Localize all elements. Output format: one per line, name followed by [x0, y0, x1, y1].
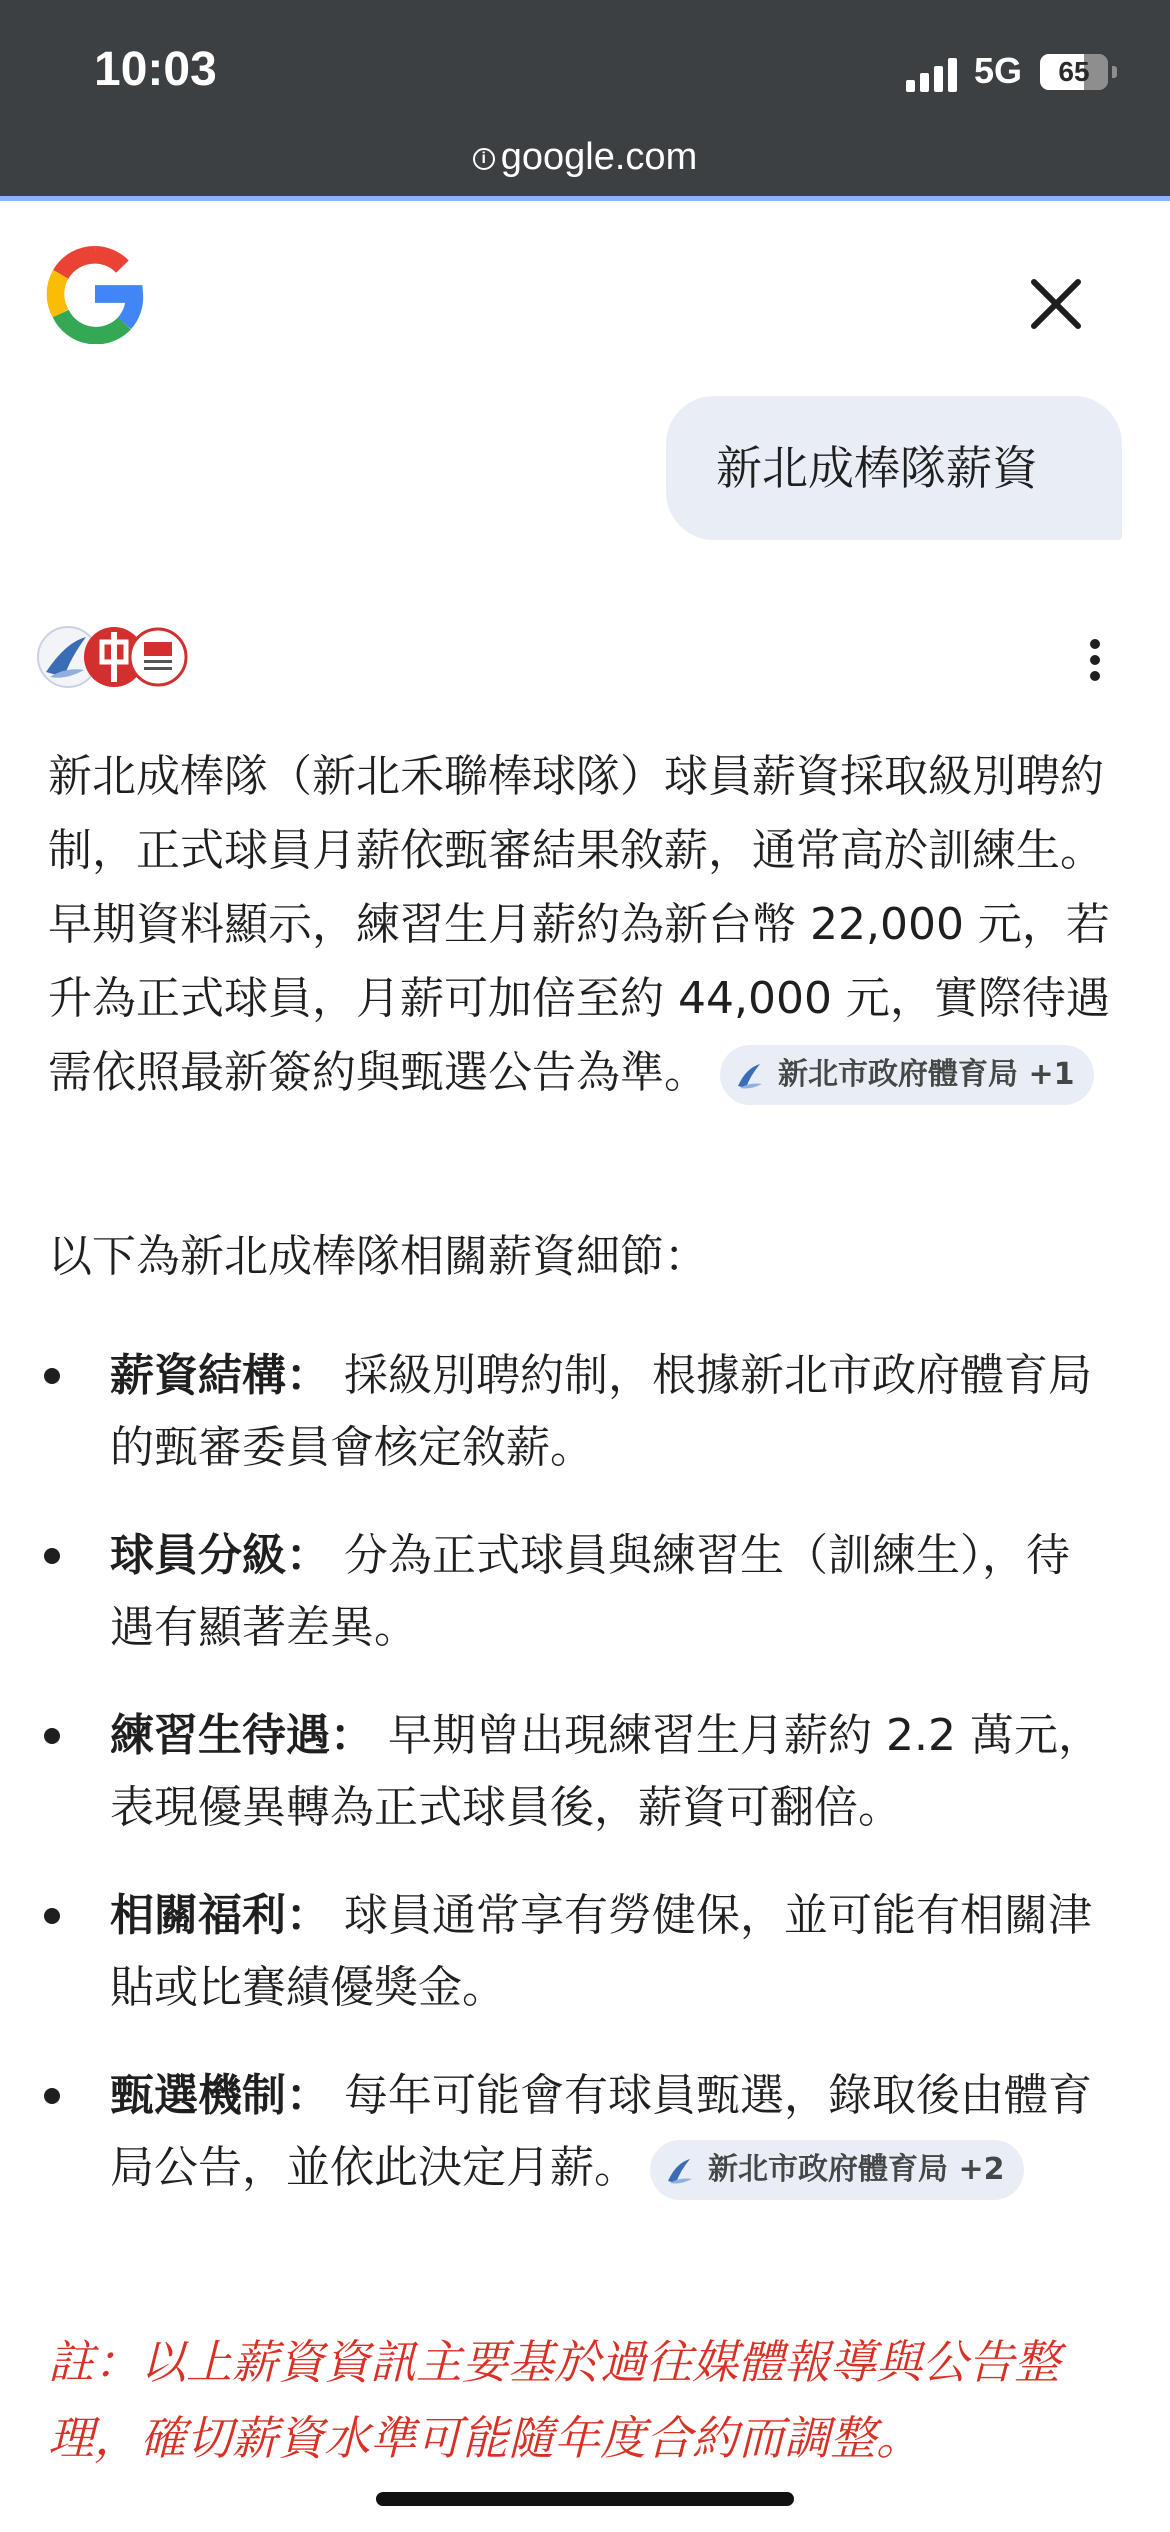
source-chip[interactable] — [720, 1045, 1094, 1105]
details-heading: 以下為新北成棒隊相關薪資細節： — [48, 1231, 708, 1282]
list-item-title: 球員分級： — [110, 1530, 330, 1581]
list-item-text: 早期曾出現練習生月薪約 2.2 萬元，表現優異轉為正式球員後，薪資可翻倍。 — [110, 1710, 1102, 1833]
status-time: 10:03 — [94, 43, 217, 96]
ai-answer-paragraph — [48, 740, 1128, 1110]
source-chip-label: 新北市政府體育局 — [778, 1057, 1018, 1092]
cellular-signal-icon — [906, 58, 958, 92]
source-chip-count: +1 — [1028, 1057, 1075, 1092]
network-type: 5G — [974, 50, 1023, 91]
battery-icon — [1040, 54, 1108, 90]
list-item-title: 薪資結構： — [110, 1350, 330, 1401]
list-item-title: 甄選機制： — [110, 2070, 330, 2121]
close-icon[interactable] — [1020, 268, 1092, 340]
list-item-text: 分為正式球員與練習生（訓練生），待遇有顯著差異。 — [110, 1530, 1070, 1653]
user-query-bubble: 新北成棒隊薪資 — [666, 396, 1122, 540]
list-item-title: 練習生待遇： — [110, 1710, 374, 1761]
list-item — [110, 2060, 1110, 2204]
list-item-text: 球員通常享有勞健保，並可能有相關津貼或比賽績優獎金。 — [110, 1890, 1092, 2013]
home-indicator[interactable] — [376, 2492, 794, 2506]
list-item-text: 採級別聘約制，根據新北市政府體育局的甄審委員會核定敘薪。 — [110, 1350, 1092, 1473]
disclaimer-note: 註：以上薪資資訊主要基於過往媒體報導與公告整理，確切薪資水準可能隨年度合約而調整。 — [48, 2335, 1060, 2465]
list-item — [110, 1880, 1110, 2024]
source-chip-logo-icon — [664, 2153, 698, 2187]
bullet-dot — [44, 1908, 60, 1924]
more-options-icon[interactable] — [1080, 630, 1110, 690]
answer-text: 新北成棒隊（新北禾聯棒球隊）球員薪資採取級別聘約制，正式球員月薪依甄審結果敘薪，通常高於訓練生。早期資料顯示，練習生月薪約為新台幣 22,000 元，若升為正式球員，月薪可加倍至約 44,000 元，實際待遇需依照最新簽約與甄選公告為準。 — [48, 751, 1110, 1098]
source-chip-logo-icon — [734, 1058, 768, 1092]
source-chip-count: +2 — [958, 2152, 1005, 2187]
list-item-title: 相關福利： — [110, 1890, 330, 1941]
list-item — [110, 1700, 1110, 1844]
source-logo[interactable] — [36, 622, 188, 692]
bullet-dot — [44, 1548, 60, 1564]
bullet-dot — [44, 2088, 60, 2104]
address-bar[interactable] — [0, 136, 1170, 179]
site-info-icon[interactable]: i — [473, 148, 495, 170]
google-g-logo-icon — [46, 244, 144, 344]
list-item-text: 每年可能會有球員甄選，錄取後由體育局公告，並依此決定月薪。 — [110, 2070, 1092, 2193]
list-item — [110, 1520, 1110, 1664]
source-chip-label: 新北市政府體育局 — [708, 2152, 948, 2187]
list-item — [110, 1340, 1110, 1484]
source-chip[interactable] — [650, 2140, 1024, 2200]
battery-nub — [1112, 66, 1117, 78]
bullet-dot — [44, 1728, 60, 1744]
bullet-dot — [44, 1368, 60, 1384]
progress-accent-line — [0, 196, 1170, 201]
battery-level: 65 — [1058, 56, 1090, 87]
url-text: google.com — [500, 136, 698, 178]
status-bar — [0, 0, 1170, 200]
